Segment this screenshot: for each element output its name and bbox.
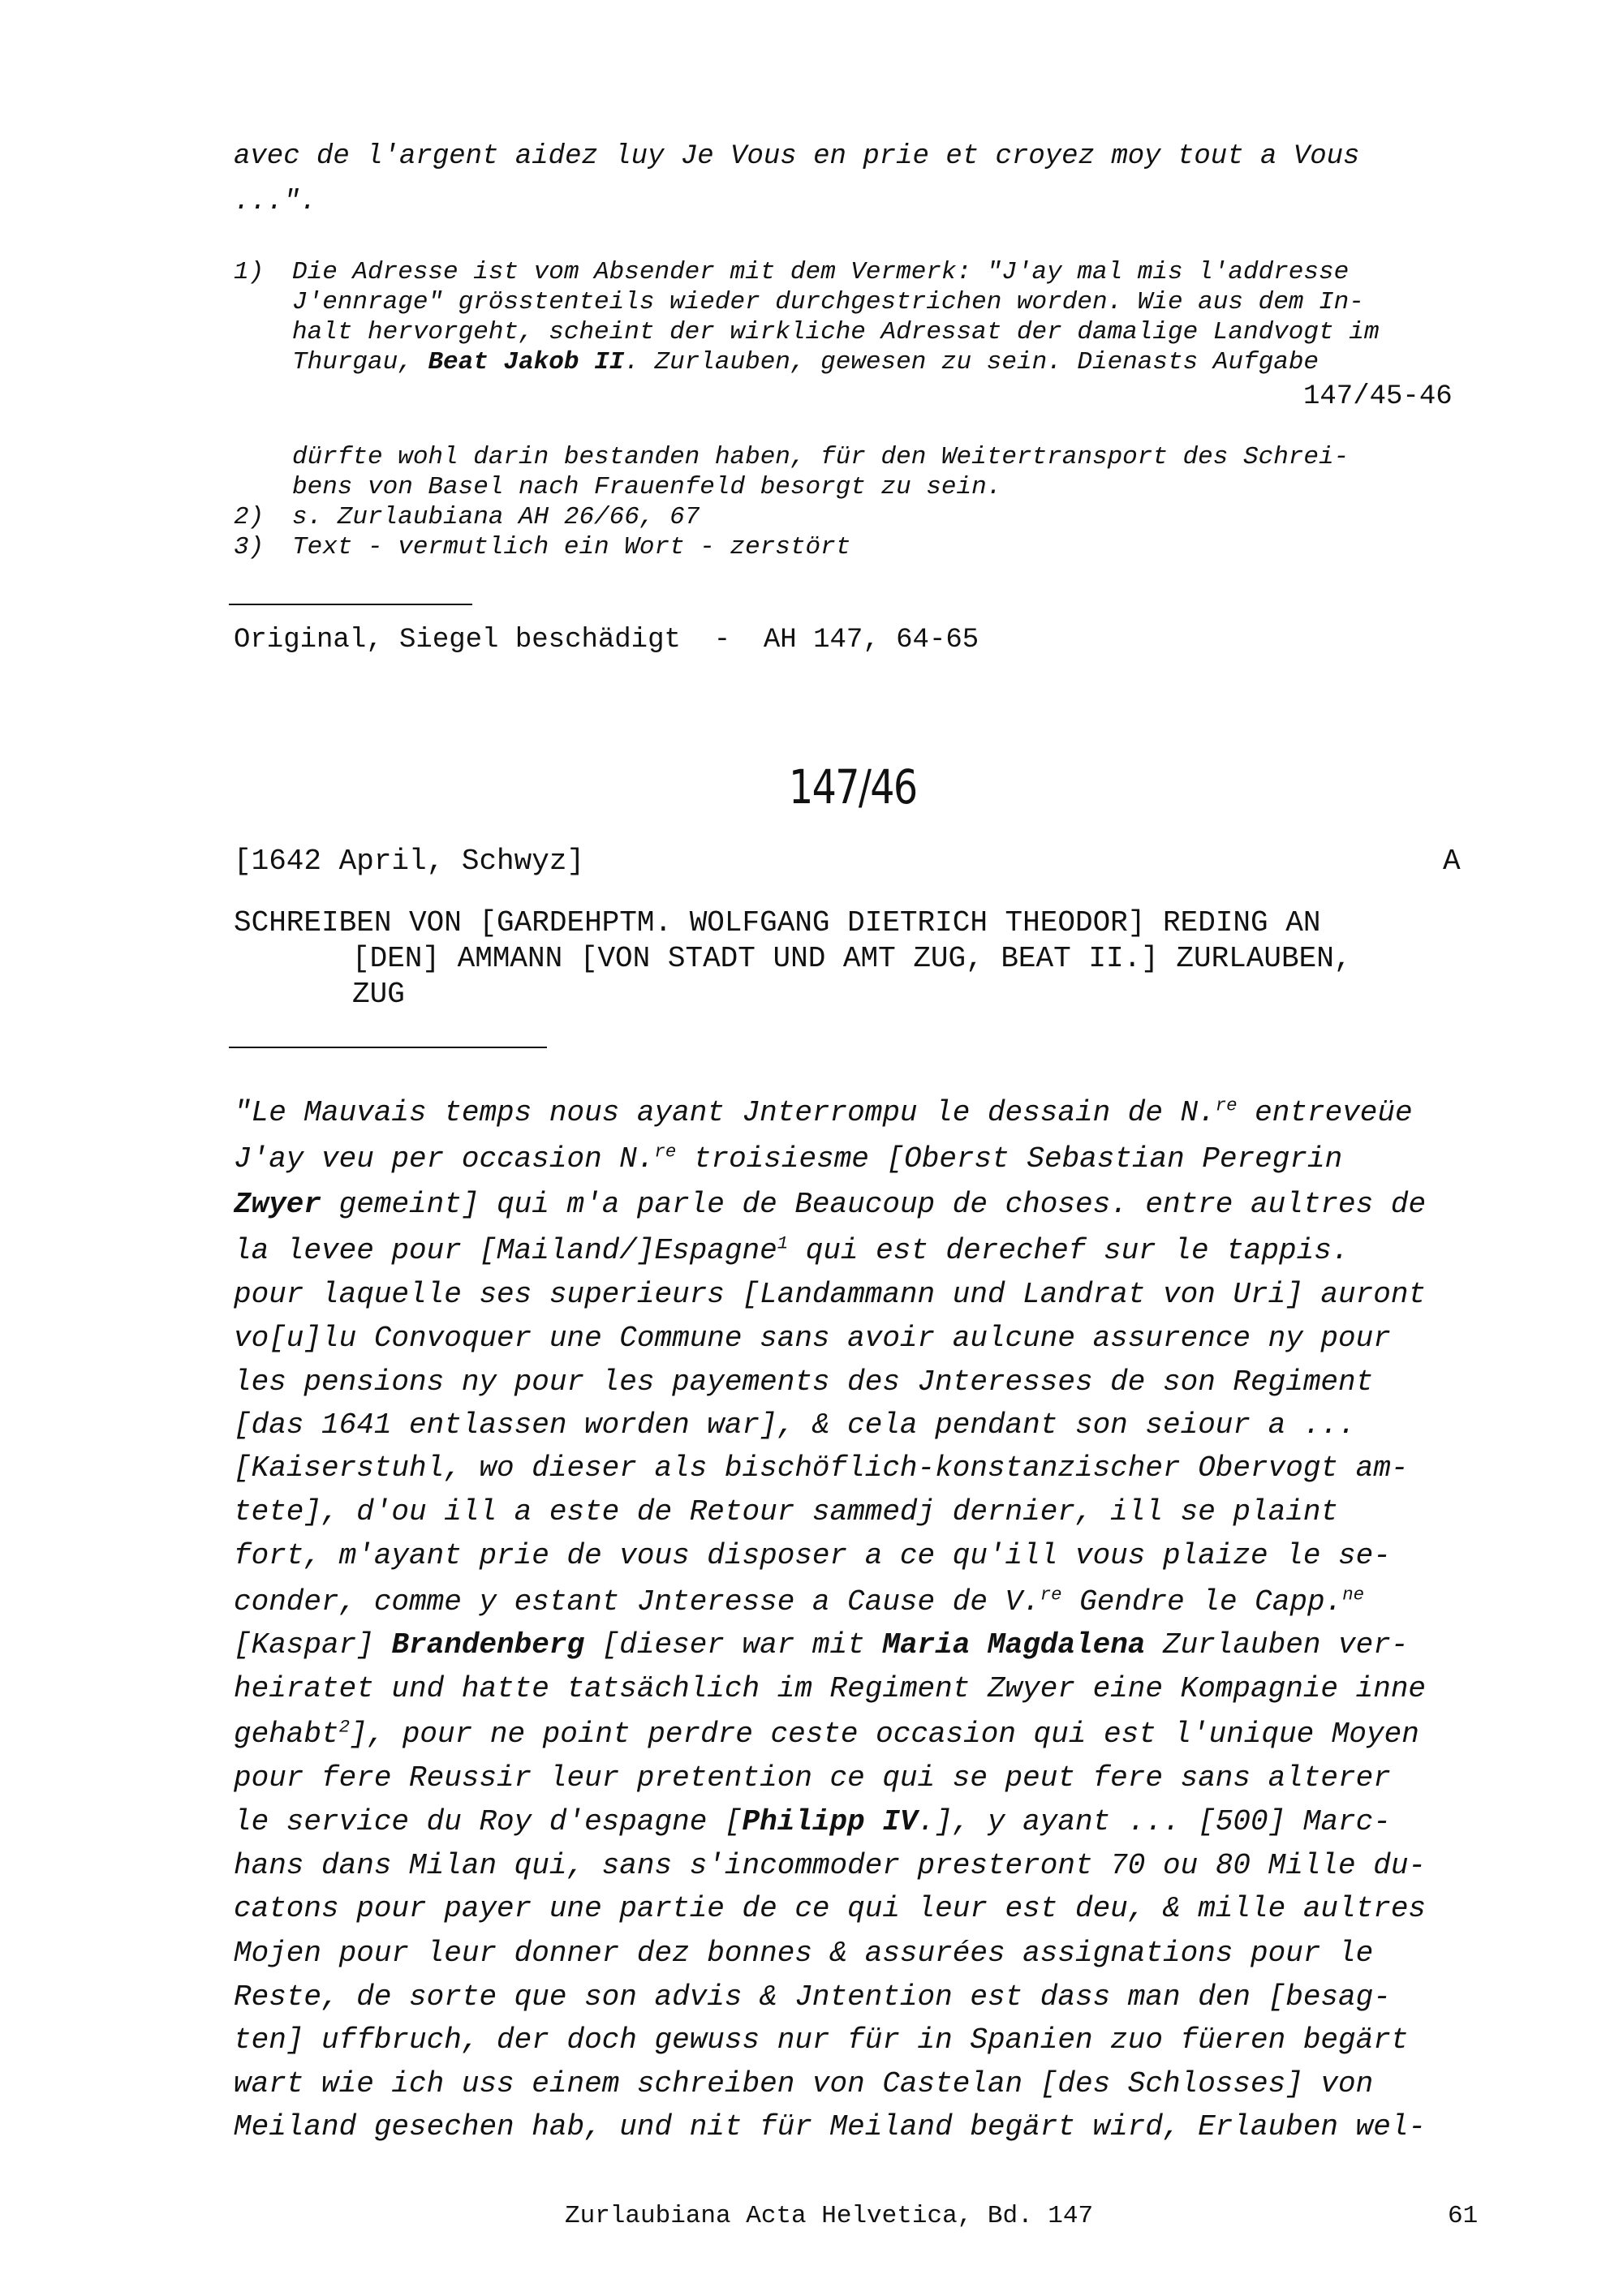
footnote-2-text: s. Zurlaubiana AH 26/66, 67 <box>292 503 700 531</box>
footnote-1-line-5: dürfte wohl darin bestanden haben, für den Weitertransport des Schrei- <box>292 443 1350 471</box>
body-line-6: vo[u]lu Convoquer une Commune sans avoir aulcune assurence ny pour <box>234 1322 1391 1355</box>
footnote-separator-rule <box>229 604 472 605</box>
source-note: Original, Siegel beschädigt - AH 147, 64-65 <box>234 625 979 656</box>
footnote-3-marker: 3) <box>234 533 265 561</box>
body-line-13: [Kaspar] Brandenberg [dieser war mit Maria Magdalena Zurlauben ver- <box>234 1628 1409 1662</box>
footnote-1-line-6: bens von Basel nach Frauenfeld besorgt zu sein. <box>292 473 1002 501</box>
footer-page-number: 61 <box>1448 2202 1479 2230</box>
footnote-1-line-3: halt hervorgeht, scheint der wirkliche Adressat der damalige Landvogt im <box>292 318 1380 346</box>
continuation-line-1: avec de l'argent aidez luy Je Vous en prie et croyez moy tout a Vous <box>234 141 1360 172</box>
language-tag: A <box>1443 845 1461 878</box>
body-line-8: [das 1641 entlassen worden war], & cela pendant son seiour a ... <box>234 1408 1356 1442</box>
body-line-11: fort, m'ayant prie de vous disposer a ce qu'ill vous plaize le se- <box>234 1539 1391 1572</box>
document-title-line-1: SCHREIBEN VON [GARDEHPTM. WOLFGANG DIETRICH THEODOR] REDING AN <box>234 906 1321 939</box>
body-line-4: la levee pour [Mailand/]Espagne$^1$ qui est derechef sur le tappis. <box>234 1232 1350 1267</box>
body-line-17: le service du Roy d'espagne [Philipp IV.], y ayant ... [500] Marc- <box>234 1805 1391 1838</box>
body-line-16: pour fere Reussir leur pretention ce qui se peut fere sans alterer <box>234 1761 1391 1795</box>
footnote-1-line-1: Die Adresse ist vom Absender mit dem Vermerk: "J'ay mal mis l'addresse <box>292 258 1350 286</box>
document-number: 147/46 <box>789 759 917 815</box>
page-reference: 147/45-46 <box>1303 381 1453 412</box>
body-line-20: Mojen pour leur donner dez bonnes & assurées assignations pour le <box>234 1937 1374 1970</box>
body-line-14: heiratet und hatte tatsächlich im Regiment Zwyer eine Kompagnie inne <box>234 1672 1427 1705</box>
body-line-7: les pensions ny pour les payements des Jnteresses de son Regiment <box>234 1365 1374 1399</box>
header-separator-rule <box>229 1047 547 1048</box>
footnote-2-marker: 2) <box>234 503 265 531</box>
body-line-10: tete], d'ou ill a este de Retour sammedj dernier, ill se plaint <box>234 1495 1339 1529</box>
body-line-18: hans dans Milan qui, sans s'incommoder presteront 70 ou 80 Mille du- <box>234 1849 1427 1882</box>
body-line-2: J'ay veu per occasion N.$^{re}$ troisiesme [Oberst Sebastian Peregrin <box>234 1141 1343 1176</box>
document-title-line-2: [DEN] AMMANN [VON STADT UND AMT ZUG, BEAT II.] ZURLAUBEN, <box>352 942 1352 975</box>
body-line-15: gehabt$^2$], pour ne point perdre ceste occasion qui est l'unique Moyen <box>234 1716 1419 1751</box>
footnote-1-marker: 1) <box>234 258 265 286</box>
body-line-3: Zwyer gemeint] qui m'a parle de Beaucoup de choses. entre aultres de <box>234 1188 1427 1221</box>
continuation-line-2: ...". <box>234 187 317 217</box>
body-line-21: Reste, de sorte que son advis & Jntention est dass man den [besag- <box>234 1980 1391 2014</box>
date-place: [1642 April, Schwyz] <box>234 845 585 878</box>
footer-publication: Zurlaubiana Acta Helvetica, Bd. 147 <box>565 2202 1094 2230</box>
body-line-23: wart wie ich uss einem schreiben von Castelan [des Schlosses] von <box>234 2067 1374 2100</box>
footnote-1-line-2: J'ennrage" grösstenteils wieder durchgestrichen worden. Wie aus dem In- <box>292 288 1364 316</box>
body-line-22: ten] uffbruch, der doch gewuss nur für in Spanien zuo füeren begärt <box>234 2023 1409 2057</box>
document-title-line-3: ZUG <box>352 978 405 1011</box>
body-line-19: catons pour payer une partie de ce qui leur est deu, & mille aultres <box>234 1892 1427 1925</box>
footnote-1-line-4: Thurgau, Beat Jakob II. Zurlauben, gewesen zu sein. Dienasts Aufgabe <box>292 348 1319 376</box>
body-line-1: "Le Mauvais temps nous ayant Jnterrompu le dessain de N.$^{re}$ entreveüe <box>234 1094 1413 1129</box>
footnote-3-text: Text - vermutlich ein Wort - zerstört <box>292 533 851 561</box>
body-line-12: conder, comme y estant Jnteresse a Cause de V.$^{re}$ Gendre le Capp.$^{ne}$ <box>234 1584 1364 1619</box>
body-line-24: Meiland gesechen hab, und nit für Meiland begärt wird, Erlauben wel- <box>234 2110 1427 2143</box>
body-line-9: [Kaiserstuhl, wo dieser als bischöflich-konstanzischer Obervogt am- <box>234 1451 1409 1485</box>
body-line-5: pour laquelle ses superieurs [Landammann und Landrat von Uri] auront <box>234 1278 1427 1311</box>
